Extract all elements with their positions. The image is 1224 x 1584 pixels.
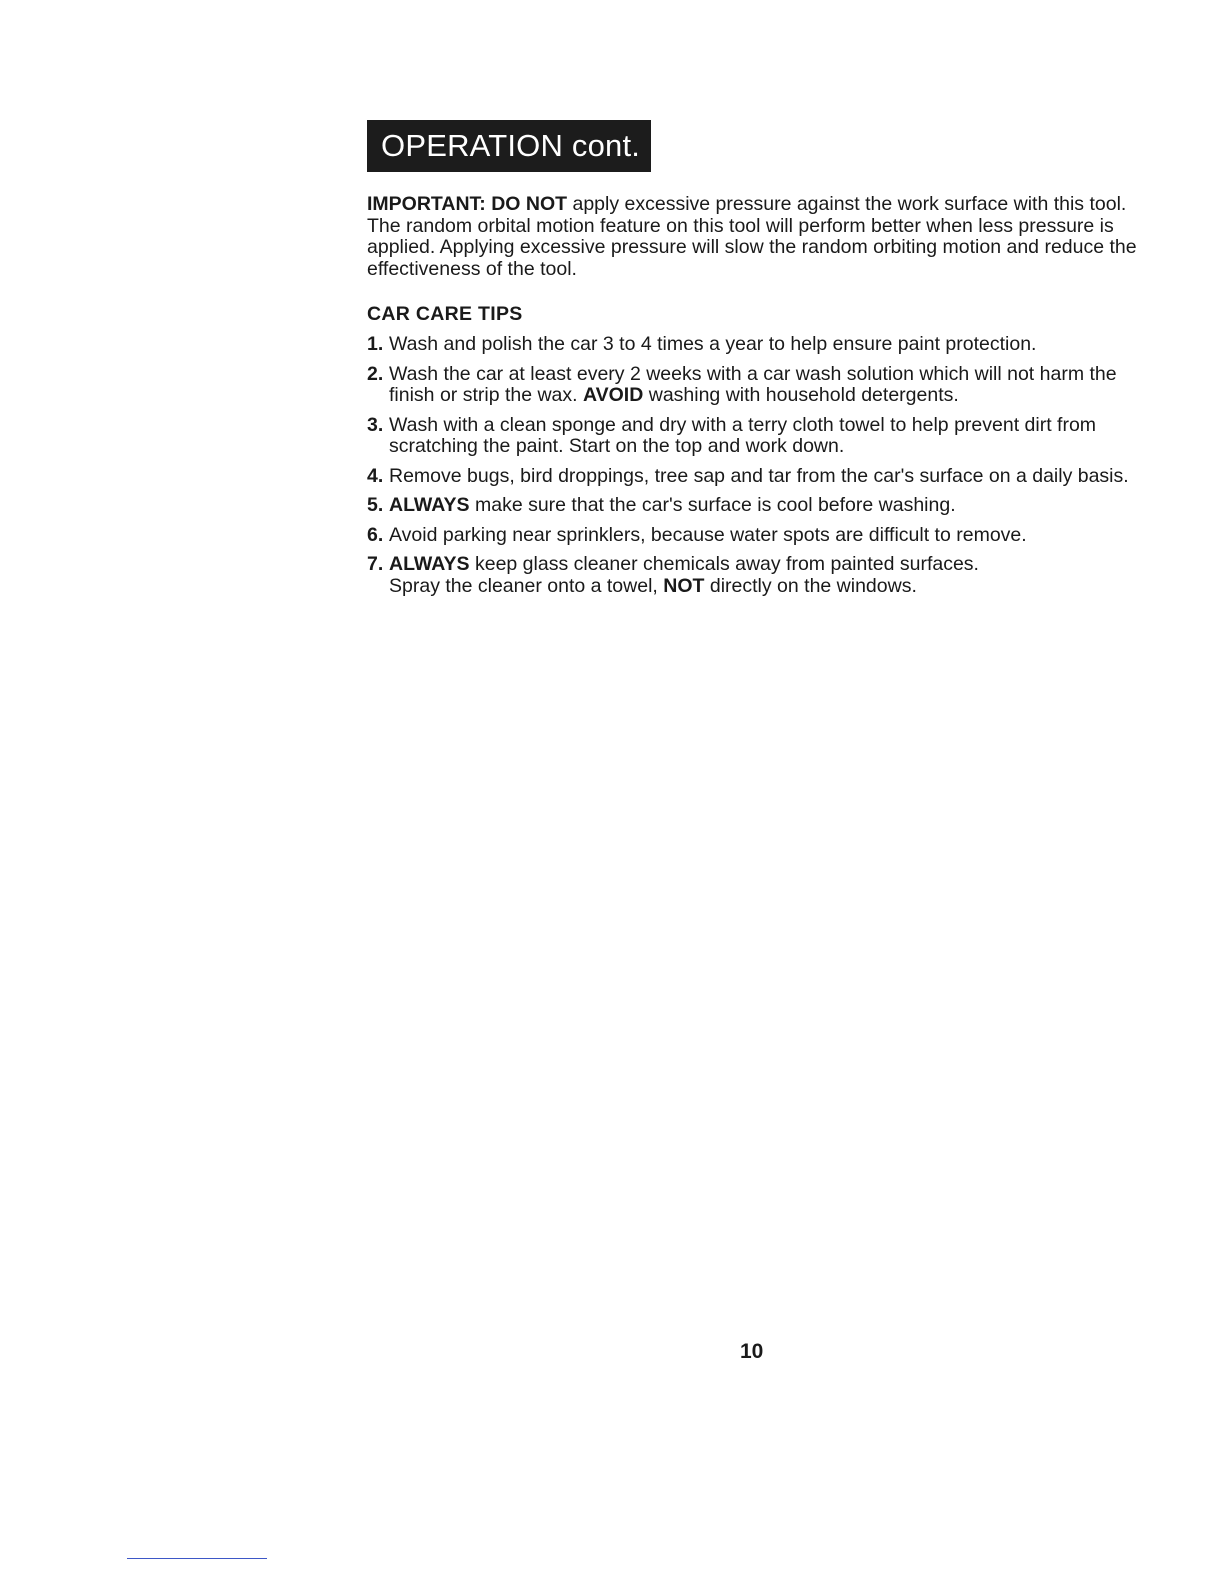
tip-number: 4. (367, 464, 384, 487)
tip-text: Avoid parking near sprinklers, because water spots are difficult to remove. (389, 523, 1027, 546)
tip-item (367, 495, 1157, 517)
important-label: IMPORTANT: (367, 193, 486, 215)
tip-emphasis: ALWAYS (389, 553, 470, 575)
tip-number: 1. (367, 333, 384, 355)
page-number: 10 (740, 1340, 764, 1363)
tip-emphasis: NOT (663, 574, 705, 597)
tip-text: Wash and polish the car 3 to 4 times a year to help ensure paint protection. (389, 333, 1037, 355)
important-text: apply excessive pressure against the work surface with this tool. The random orbital motion feature on this tool will perform better when less pressure is applied. Applying excessive pressure will slow the random orbiting motion and reduce the effectiveness of the tool. (367, 193, 1137, 280)
car-care-tips-list (367, 334, 1157, 605)
tip-text: directly on the windows. (709, 574, 917, 597)
tip-number: 6. (367, 523, 384, 546)
tip-item (367, 415, 1157, 458)
tip-text: make sure that the car's surface is cool before washing. (474, 494, 956, 516)
section-banner: OPERATION cont. (367, 120, 651, 172)
tip-emphasis: ALWAYS (389, 494, 470, 516)
tip-item (367, 554, 1157, 597)
tip-item (367, 334, 1157, 356)
car-care-tips-heading: CAR CARE TIPS (367, 303, 523, 325)
tip-number: 3. (367, 413, 384, 436)
tip-emphasis: AVOID (583, 384, 644, 406)
tip-text: Wash the car at least every 2 weeks with a car wash solution which will not harm the finish or strip the wax. (389, 362, 1117, 406)
tip-text: Spray the cleaner onto a towel, (389, 574, 658, 597)
tip-text: washing with household detergents. (648, 384, 959, 406)
important-notice (367, 194, 1157, 280)
tip-text: Wash with a clean sponge and dry with a terry cloth towel to help prevent dirt from scratching the paint. Start on the top and work down. (389, 413, 1097, 457)
tip-item (367, 466, 1157, 488)
tip-text: Remove bugs, bird droppings, tree sap and tar from the car's surface on a daily basis. (389, 464, 1129, 487)
tip-number: 5. (367, 494, 384, 516)
footer-rule (127, 1558, 267, 1559)
tip-item (367, 525, 1157, 547)
tip-text: keep glass cleaner chemicals away from painted surfaces. (474, 553, 979, 575)
tip-item (367, 364, 1157, 407)
important-emphasis: DO NOT (491, 193, 568, 215)
tip-number: 2. (367, 362, 384, 385)
tip-number: 7. (367, 553, 384, 575)
